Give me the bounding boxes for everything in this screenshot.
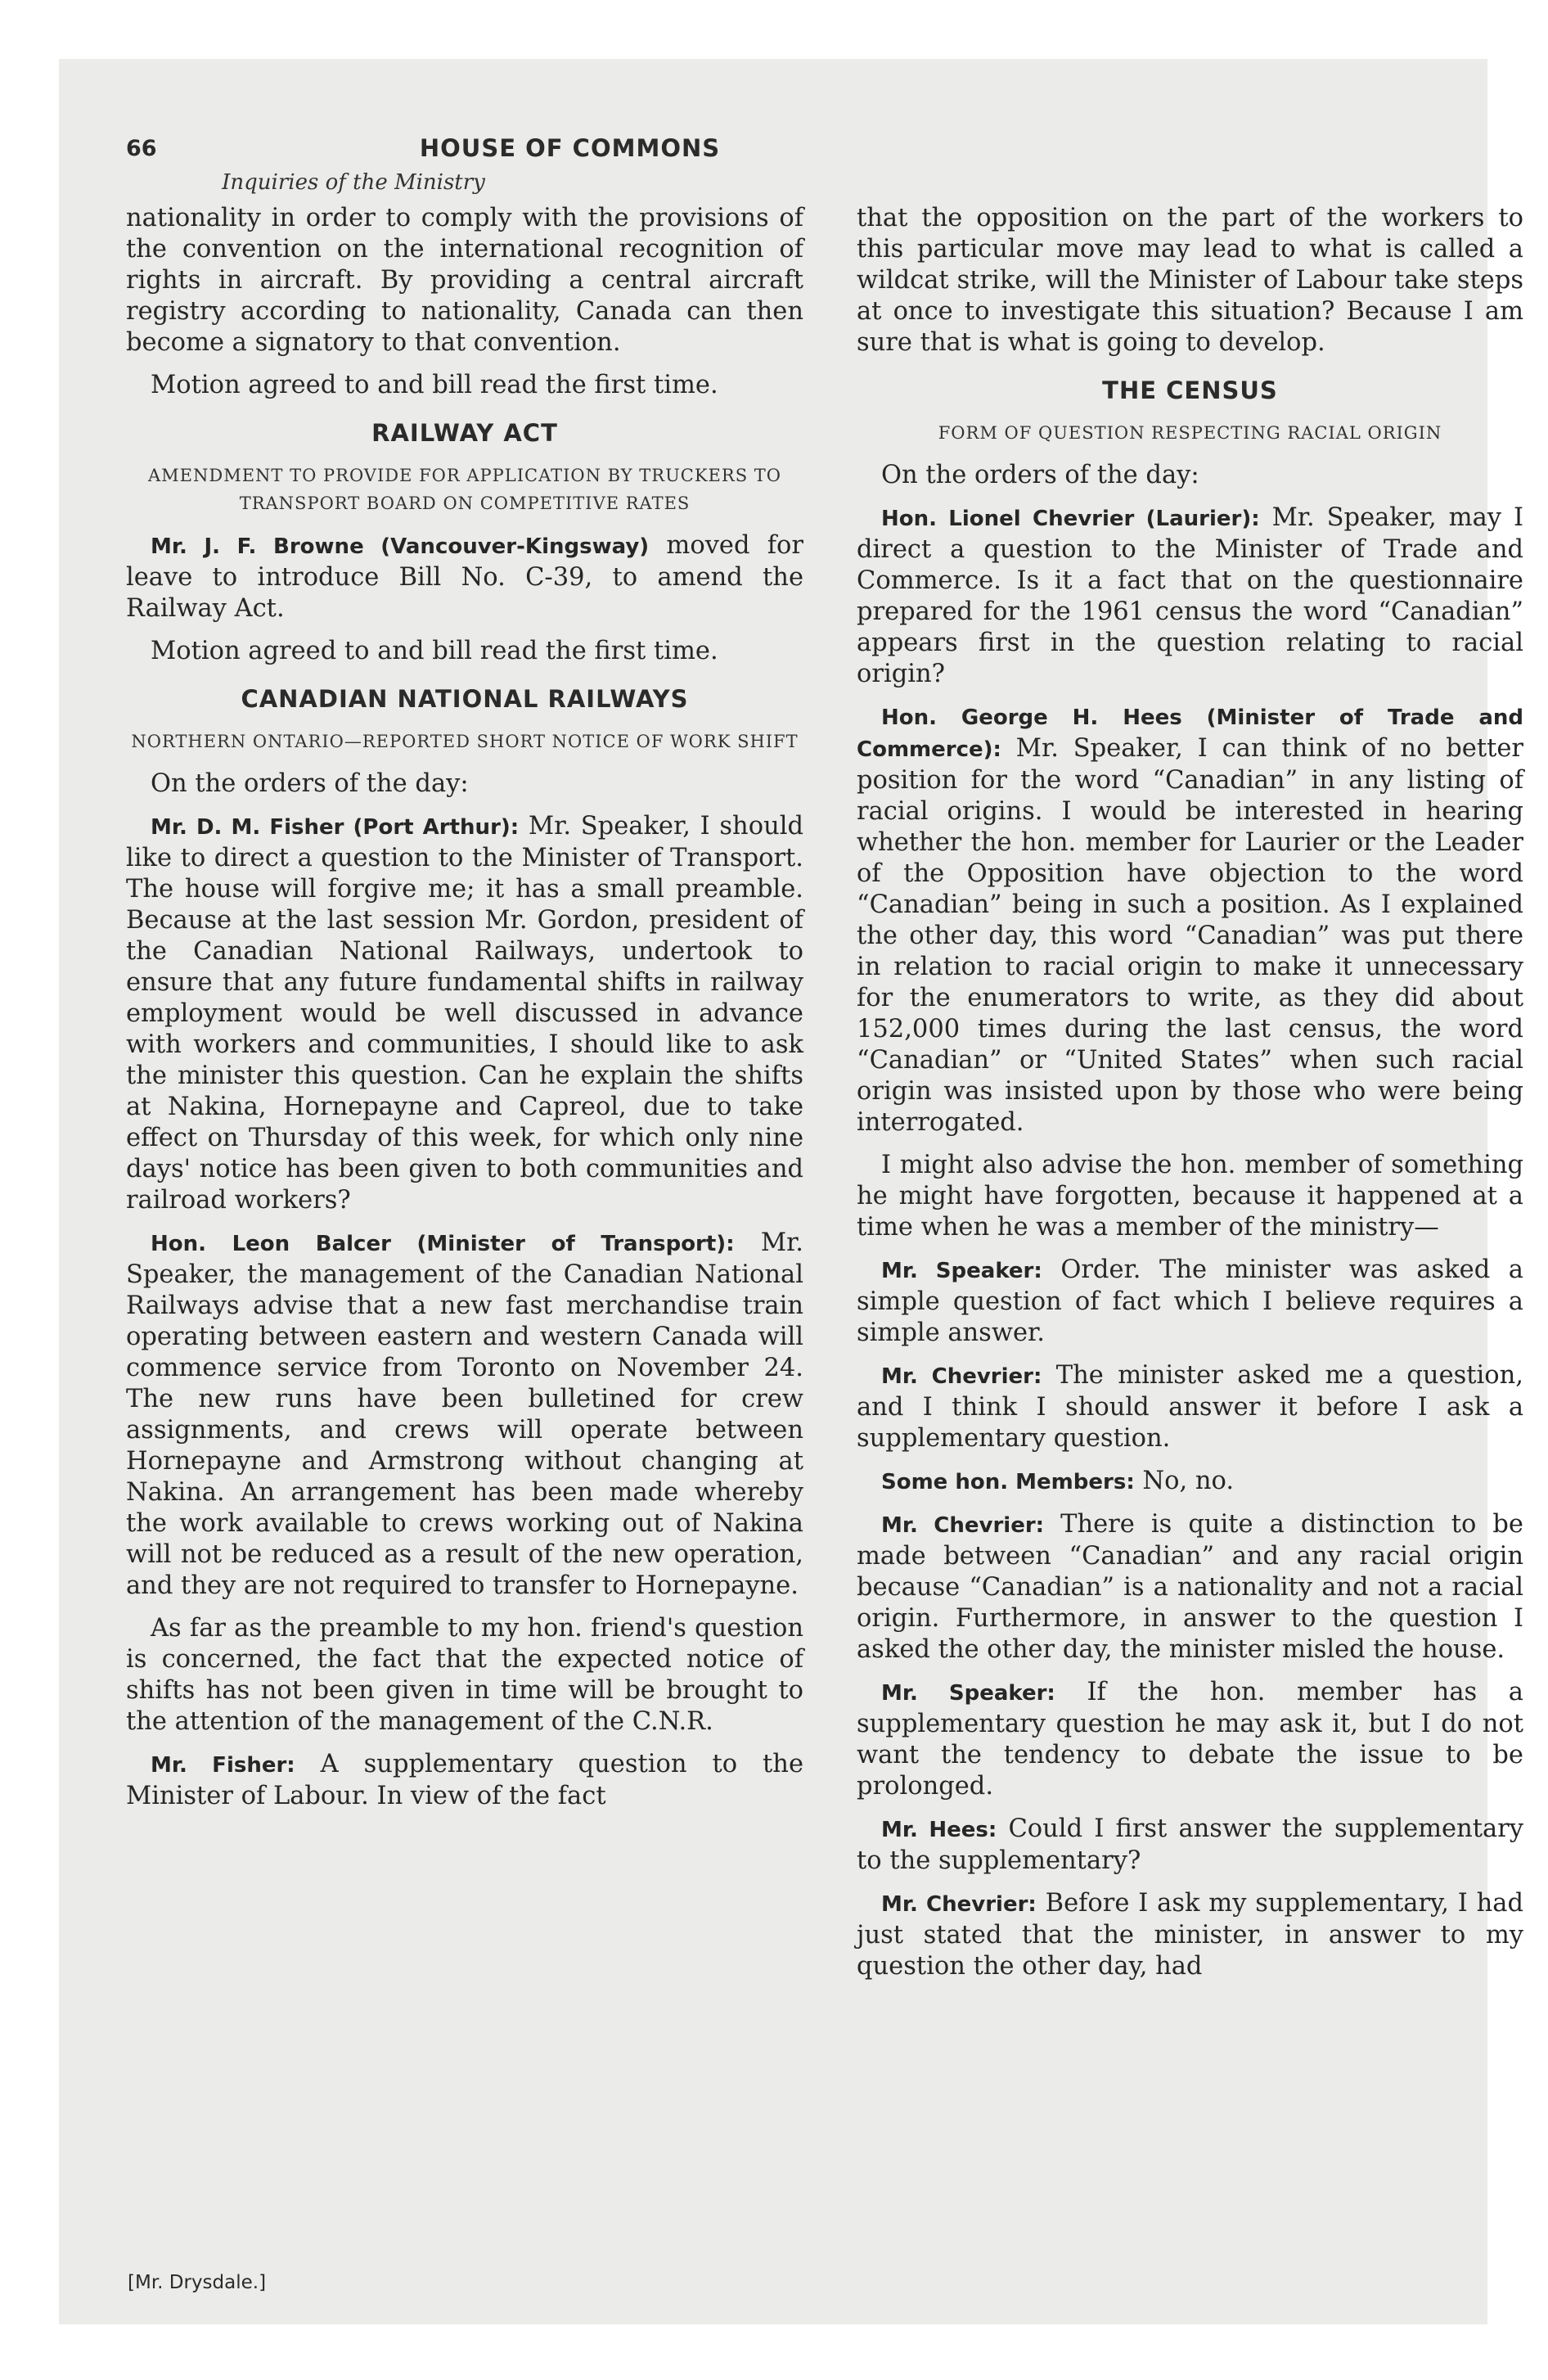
- paragraph-text: moved for leave to introduce Bill No. C-39, to amend the Railway Act.: [126, 531, 803, 623]
- section-heading-cnr: CANADIAN NATIONAL RAILWAYS: [241, 685, 689, 713]
- section-subtitle: Inquiries of the Ministry: [222, 170, 485, 195]
- paragraph-text: Mr. Speaker, the management of the Canadian National Railways advise that a new fast merchandise train operating between eastern and western Canada will commence service from Toronto on November 24. The new runs have been bulletined for crew assignments, and crews will operate between Hornepayne and Armstrong without changing at Nakina. An arrangement has been made whereby the work available to crews working out of Nakina will not be reduced as a result of the new operation, and they are not required to transfer to Hornepayne.: [126, 1228, 803, 1600]
- paragraph-text: Before I ask my supplementary, I had just stated that the minister, in answer to my question the other day, had: [857, 1889, 1523, 1981]
- paragraph: On the orders of the day:: [881, 461, 1199, 489]
- paragraph-text: Mr. Speaker, may I direct a question to the Minister of Trade and Commerce. Is it a fact that on the questionnaire prepared for the 1961 census the word “Canadian” appears first in the question relating to racial origin?: [857, 503, 1524, 688]
- paragraph: [857, 1888, 1523, 1982]
- speaker-name: Mr. Speaker:: [881, 1681, 1055, 1706]
- paragraph-text: Mr. Speaker, I can think of no better position for the word “Canadian” in any listing of racial origins. I would be interested in hearing whether the hon. member for Laurier or the Leader of the Opposition have objection to the word “Canadian” being in such a position. As I explained the other day, this word “Canadian” was put there in relation to racial origin to make it unnecessary for the enumerators to write, as they did about 152,000 times during the last census, the word “Canadian” or “United States” when such racial origin was insisted upon by those who were being interrogated.: [857, 734, 1523, 1137]
- paragraph-text: Could I first answer the supplementary to the supplementary?: [857, 1814, 1523, 1875]
- paragraph-text: There is quite a distinction to be made between “Canadian” and any racial origin because “Canadian” is a nationality and not a racial origin. Furthermore, in answer to the question I asked the other day, the minister misled the house.: [857, 1510, 1523, 1664]
- page-number: 66: [126, 136, 157, 161]
- paragraph-text: No, no.: [1142, 1467, 1235, 1495]
- section-subheading: AMENDMENT TO PROVIDE FOR APPLICATION BY TRUCKERS TO TRANSPORT BOARD ON COMPETITIVE RATES: [148, 466, 781, 513]
- speaker-name: Hon. Lionel Chevrier (Laurier):: [881, 507, 1260, 531]
- speaker-name: Mr. Chevrier:: [881, 1364, 1042, 1389]
- paragraph: [126, 811, 803, 1216]
- speaker-name: Mr. Chevrier:: [881, 1892, 1037, 1917]
- paragraph: [857, 701, 1523, 1138]
- speaker-name: Mr. Chevrier:: [881, 1513, 1045, 1538]
- speaker-name: Hon. Leon Balcer (Minister of Transport):: [151, 1232, 735, 1256]
- paragraph: [857, 1677, 1523, 1802]
- paragraph: Motion agreed to and bill read the first time.: [151, 371, 718, 399]
- speaker-name: Mr. Fisher:: [151, 1753, 295, 1778]
- paragraph: [126, 1228, 803, 1602]
- speaker-name: Mr. Hees:: [881, 1818, 997, 1842]
- paragraph-text: If the hon. member has a supplementary question he may ask it, but I do not want the tendency to debate the issue to be prolonged.: [857, 1678, 1523, 1801]
- paragraph-text: Order. The minister was asked a simple question of fact which I believe requires a simple answer.: [857, 1255, 1523, 1347]
- paragraph: [857, 1360, 1523, 1454]
- paragraph: [857, 1466, 1523, 1498]
- paragraph: [857, 503, 1523, 690]
- speaker-name: Mr. Speaker:: [881, 1259, 1042, 1283]
- paragraph: [857, 1255, 1523, 1349]
- page-header: [126, 136, 1014, 169]
- paragraph: that the opposition on the part of the workers to this particular move may lead to what is called a wildcat strike, will the Minister of Labour take steps at once to investigate this situation? Because I am sure that is what is going to develop.: [857, 204, 1523, 357]
- paragraph: Motion agreed to and bill read the first time.: [151, 637, 718, 665]
- paragraph: I might also advise the hon. member of something he might have forgotten, because it happened at a time when he was a member of the ministry—: [857, 1151, 1523, 1242]
- paragraph: [857, 1814, 1523, 1877]
- section-heading-railway-act: RAILWAY ACT: [371, 419, 558, 447]
- page-footer: [Mr. Drysdale.]: [128, 2272, 267, 2293]
- left-column: [126, 203, 803, 1823]
- paragraph: As far as the preamble to my hon. friend's question is concerned, the fact that the expected notice of shifts has not been given in time will be brought to the attention of the management of the C.N.R.: [126, 1614, 803, 1736]
- running-head: HOUSE OF COMMONS: [419, 134, 721, 162]
- speaker-name: Mr. D. M. Fisher (Port Arthur):: [151, 815, 520, 840]
- speaker-name: Some hon. Members:: [881, 1470, 1135, 1494]
- page-sheet: [59, 59, 1524, 2324]
- paragraph: nationality in order to comply with the provisions of the convention on the international recognition of rights in aircraft. By providing a central aircraft registry according to nationality, Canada can then become a signatory to that convention.: [126, 204, 803, 357]
- paragraph: [857, 1509, 1523, 1666]
- paragraph: On the orders of the day:: [151, 769, 469, 798]
- section-subheading: FORM OF QUESTION RESPECTING RACIAL ORIGIN: [938, 423, 1442, 443]
- paragraph-text: The minister asked me a question, and I think I should answer it before I ask a supplementary question.: [857, 1361, 1523, 1453]
- paragraph: [126, 1749, 803, 1812]
- speaker-name: Hon. George H. Hees (Minister of Trade and Commerce):: [857, 705, 1523, 762]
- paragraph-text: A supplementary question to the Minister of Labour. In view of the fact: [126, 1750, 803, 1810]
- right-column: [857, 203, 1523, 1994]
- speaker-name: Mr. J. F. Browne (Vancouver-Kingsway): [151, 534, 650, 559]
- section-heading-census: THE CENSUS: [1102, 376, 1278, 404]
- paragraph-text: Mr. Speaker, I should like to direct a question to the Minister of Transport. The house will forgive me; it has a small preamble. Because at the last session Mr. Gordon, president of the Canadian National Railways, undertook to ensure that any future fundamental shifts in railway employment would be well discussed in advance with workers and communities, I should like to ask the minister this question. Can he explain the shifts at Nakina, Hornepayne and Capreol, due to take effect on Thursday of this week, for which only nine days' notice has been given to both communities and railroad workers?: [126, 812, 803, 1215]
- paragraph: [126, 530, 803, 624]
- section-subheading: NORTHERN ONTARIO—REPORTED SHORT NOTICE OF WORK SHIFT: [131, 732, 799, 751]
